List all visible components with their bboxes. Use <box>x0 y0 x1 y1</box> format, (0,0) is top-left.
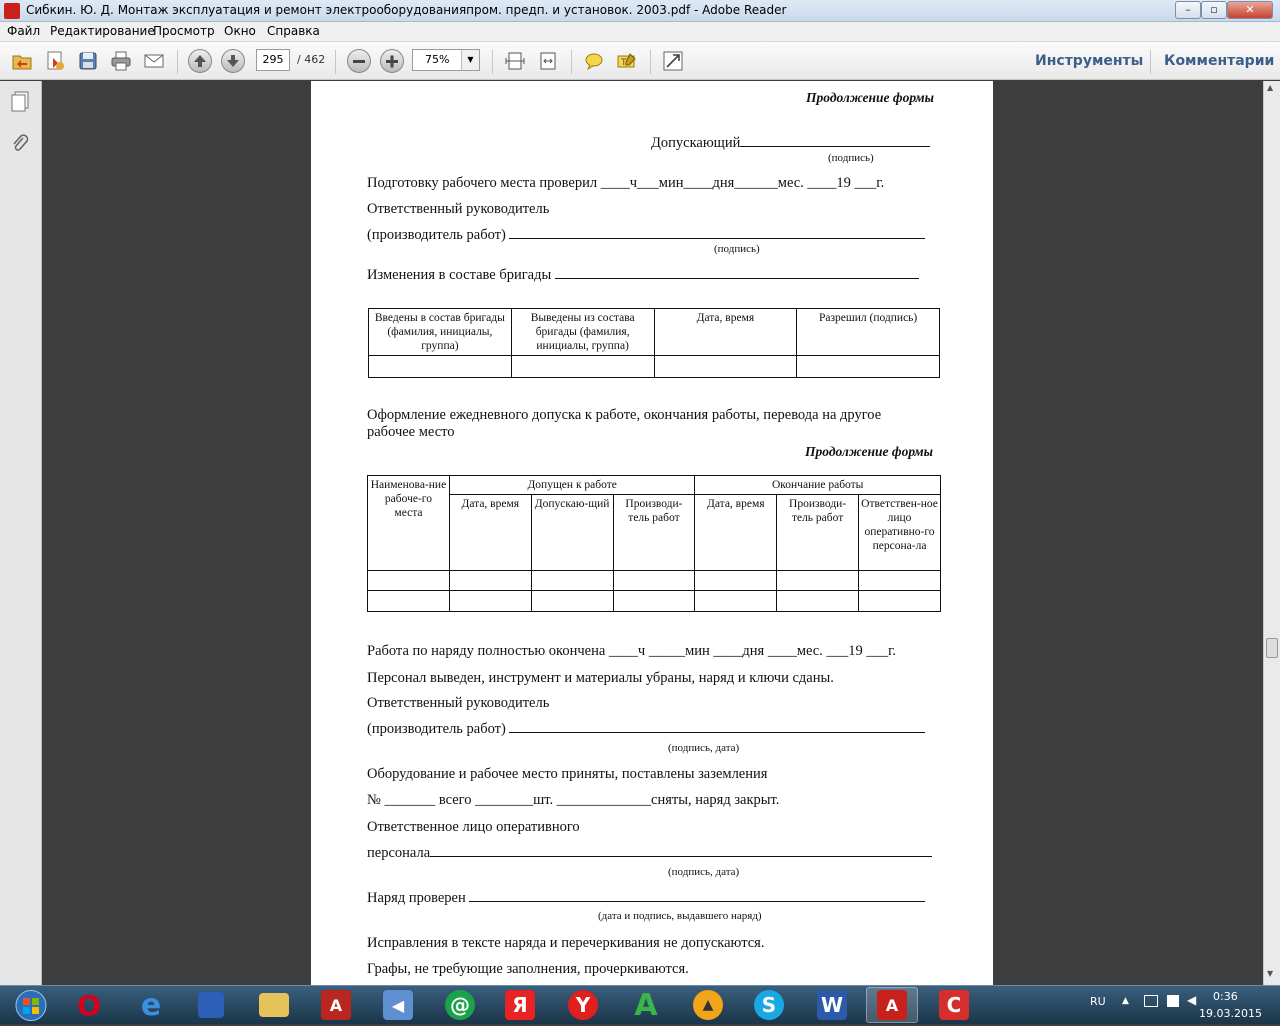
table-cell <box>777 571 859 591</box>
close-button[interactable]: ✕ <box>1227 1 1273 19</box>
table-cell <box>449 571 531 591</box>
continuation-heading: Продолжение формы <box>805 444 934 459</box>
attachments-icon[interactable] <box>10 133 30 155</box>
table-header-cell: Дата, время <box>654 309 797 356</box>
mail-agent-taskbar-icon[interactable]: @ <box>434 987 486 1023</box>
table-header-cell: Производи-тель работ <box>777 495 859 571</box>
form-label: Допускающий <box>651 135 741 151</box>
table-header-cell: Наименова-ние рабоче-го места <box>368 476 450 571</box>
table-header-row <box>369 309 940 356</box>
table-row <box>369 356 940 378</box>
print-icon[interactable] <box>109 49 133 73</box>
continuation-heading: Продолжение формы <box>806 90 935 105</box>
save-icon[interactable] <box>76 49 100 73</box>
table-cell <box>695 591 777 612</box>
table-cell <box>531 591 613 612</box>
form-line: Оборудование и рабочее место приняты, поставлены заземления <box>367 766 768 782</box>
form-line <box>367 227 925 244</box>
form-line <box>651 135 930 152</box>
table-group-header: Допущен к работе <box>449 476 695 495</box>
form-line: Оформление ежедневного допуска к работе, окончания работы, перевода на другое <box>367 407 882 423</box>
scrollbar-thumb[interactable] <box>1266 638 1278 658</box>
brigade-changes-table <box>368 308 940 378</box>
yandex-browser-taskbar-icon[interactable]: Y <box>557 987 609 1023</box>
daily-admission-table <box>367 475 941 612</box>
table-header-cell: Производи-тель работ <box>613 495 695 571</box>
form-label: персонала <box>367 845 431 861</box>
document-page <box>311 81 993 985</box>
menu-file[interactable]: Файл <box>7 24 41 38</box>
navigation-panel <box>0 81 42 985</box>
save-disk-taskbar-icon[interactable] <box>185 987 237 1023</box>
table-cell <box>368 571 450 591</box>
signature-line <box>430 845 932 857</box>
table-header-cell: Дата, время <box>449 495 531 571</box>
clock-time[interactable]: 0:36 <box>1213 990 1238 1003</box>
table-cell <box>449 591 531 612</box>
svg-text:T: T <box>621 58 627 68</box>
opera-taskbar-icon[interactable]: O <box>77 988 101 1022</box>
comment-icon[interactable] <box>582 49 606 73</box>
comments-pane-button[interactable]: Комментарии <box>1164 53 1275 69</box>
show-hidden-icons-icon[interactable]: ▲ <box>1122 996 1129 1006</box>
form-line <box>367 721 925 738</box>
network-icon[interactable] <box>1167 995 1179 1007</box>
form-line <box>367 267 919 284</box>
zoom-out-icon[interactable] <box>347 49 371 73</box>
speaker-taskbar-icon[interactable]: ◀ <box>372 987 424 1023</box>
table-cell <box>654 356 797 378</box>
table-header-row <box>368 495 941 571</box>
table-row <box>368 571 941 591</box>
file-explorer-taskbar-icon[interactable] <box>248 987 300 1023</box>
table-cell <box>369 356 512 378</box>
table-cell <box>777 591 859 612</box>
menu-help[interactable]: Справка <box>267 24 320 38</box>
table-header-cell: Ответствен-ное лицо оперативно-го персона-ла <box>859 495 941 571</box>
table-header-cell: Допускаю-щий <box>531 495 613 571</box>
email-icon[interactable] <box>142 49 166 73</box>
menu-bar <box>0 22 1280 42</box>
caption: (дата и подпись, выдавшего наряд) <box>598 910 762 922</box>
scroll-up-arrow-icon[interactable]: ▲ <box>1267 83 1274 92</box>
clock-date[interactable]: 19.03.2015 <box>1199 1007 1262 1020</box>
table-cell <box>859 571 941 591</box>
vertical-scrollbar[interactable] <box>1263 81 1280 985</box>
form-label: Изменения в составе бригады <box>367 267 552 283</box>
form-line: Ответственный руководитель <box>367 201 550 217</box>
caption: (подпись, дата) <box>668 866 740 878</box>
signature-line <box>509 721 925 733</box>
caption: (подпись) <box>828 152 874 164</box>
form-label: Наряд проверен <box>367 890 466 906</box>
table-cell <box>531 571 613 591</box>
red-c-taskbar-icon[interactable]: C <box>928 987 980 1023</box>
start-button[interactable] <box>5 989 57 1022</box>
form-line: Ответственное лицо оперативного <box>367 819 580 835</box>
menu-view[interactable]: Просмотр <box>153 24 215 38</box>
signature-line <box>509 227 925 239</box>
form-label: (производитель работ) <box>367 227 506 243</box>
action-center-icon[interactable] <box>1144 995 1158 1007</box>
toolbar-separator <box>1150 50 1151 74</box>
toolbar-separator <box>650 50 651 74</box>
page-total: / 462 <box>297 53 326 66</box>
form-line: Ответственный руководитель <box>367 695 550 711</box>
tools-pane-button[interactable]: Инструменты <box>1035 53 1144 69</box>
table-header-cell: Дата, время <box>695 495 777 571</box>
signature-line <box>740 135 930 147</box>
menu-window[interactable]: Окно <box>224 24 256 38</box>
green-a-taskbar-icon[interactable]: A <box>634 987 658 1023</box>
scroll-down-arrow-icon[interactable]: ▼ <box>1267 969 1274 978</box>
form-line <box>367 890 925 907</box>
page-thumbnails-icon[interactable] <box>10 91 30 113</box>
create-pdf-icon[interactable] <box>43 49 67 73</box>
zoom-value: 75% <box>425 53 450 66</box>
table-cell <box>368 591 450 612</box>
form-line: Персонал выведен, инструмент и материалы убраны, наряд и ключи сданы. <box>367 670 834 686</box>
yandex-taskbar-icon[interactable]: Я <box>494 987 546 1023</box>
form-line: Исправления в тексте наряда и перечеркивания не допускаются. <box>367 935 765 951</box>
signature-line <box>555 267 919 279</box>
form-line: рабочее место <box>367 424 455 440</box>
table-header-cell: Введены в состав бригады (фамилия, инициалы, группа) <box>369 309 512 356</box>
table-row <box>368 591 941 612</box>
autocad-taskbar-icon[interactable]: A <box>310 987 362 1023</box>
toolbar-separator <box>571 50 572 74</box>
aimp-taskbar-icon[interactable]: ▲ <box>682 987 734 1023</box>
fullscreen-icon[interactable] <box>661 49 685 73</box>
adobe-reader-icon <box>4 3 20 19</box>
chevron-down-icon[interactable]: ▼ <box>461 50 479 70</box>
volume-icon[interactable]: ◀ <box>1187 993 1197 1007</box>
form-line: Подготовку рабочего места проверил ____ч___мин____дня______мес. ____19 ___г. <box>367 175 885 191</box>
caption: (подпись, дата) <box>668 742 740 754</box>
title-bar <box>0 0 1280 22</box>
table-cell <box>613 571 695 591</box>
fit-width-icon[interactable] <box>536 49 560 73</box>
skype-taskbar-icon[interactable]: S <box>743 987 795 1023</box>
table-cell <box>695 571 777 591</box>
menu-edit[interactable]: Редактирование <box>50 24 155 38</box>
open-folder-icon[interactable] <box>10 49 34 73</box>
form-line <box>367 845 932 862</box>
next-page-icon[interactable] <box>221 49 245 73</box>
toolbar-separator <box>177 50 178 74</box>
adobe-reader-taskbar-icon[interactable]: A <box>866 987 918 1023</box>
caption: (подпись) <box>714 243 760 255</box>
page-number-input[interactable]: 295 <box>256 49 290 71</box>
form-label: (производитель работ) <box>367 721 506 737</box>
zoom-in-icon[interactable] <box>380 49 404 73</box>
minimize-button[interactable]: – <box>1175 1 1201 19</box>
language-indicator[interactable]: RU <box>1090 995 1106 1008</box>
toolbar-separator <box>492 50 493 74</box>
table-cell <box>797 356 940 378</box>
window-title: Сибкин. Ю. Д. Монтаж эксплуатация и ремонт электрооборудованияпром. предп. и установок. 2003.pdf - Adobe Reader <box>26 3 787 17</box>
form-line: Графы, не требующие заполнения, прочеркиваются. <box>367 961 689 977</box>
form-line: № _______ всего ________шт. _____________сняты, наряд закрыт. <box>367 792 780 808</box>
table-header-cell: Выведены из состава бригады (фамилия, инициалы, группа) <box>511 309 654 356</box>
fit-page-icon[interactable] <box>503 49 527 73</box>
maximize-button[interactable]: ▫ <box>1201 1 1227 19</box>
table-cell <box>859 591 941 612</box>
word-taskbar-icon[interactable]: W <box>806 987 858 1023</box>
table-cell <box>511 356 654 378</box>
table-header-cell: Разрешил (подпись) <box>797 309 940 356</box>
table-group-header: Окончание работы <box>695 476 941 495</box>
highlight-text-icon[interactable] <box>615 49 639 73</box>
zoom-select[interactable] <box>412 49 480 71</box>
toolbar-separator <box>335 50 336 74</box>
form-line: Работа по наряду полностью окончена ____ч _____мин ____дня ____мес. ___19 ___г. <box>367 643 897 659</box>
table-header-row <box>368 476 941 495</box>
previous-page-icon[interactable] <box>188 49 212 73</box>
table-cell <box>613 591 695 612</box>
signature-line <box>469 890 925 902</box>
internet-explorer-taskbar-icon[interactable]: e <box>140 987 162 1023</box>
